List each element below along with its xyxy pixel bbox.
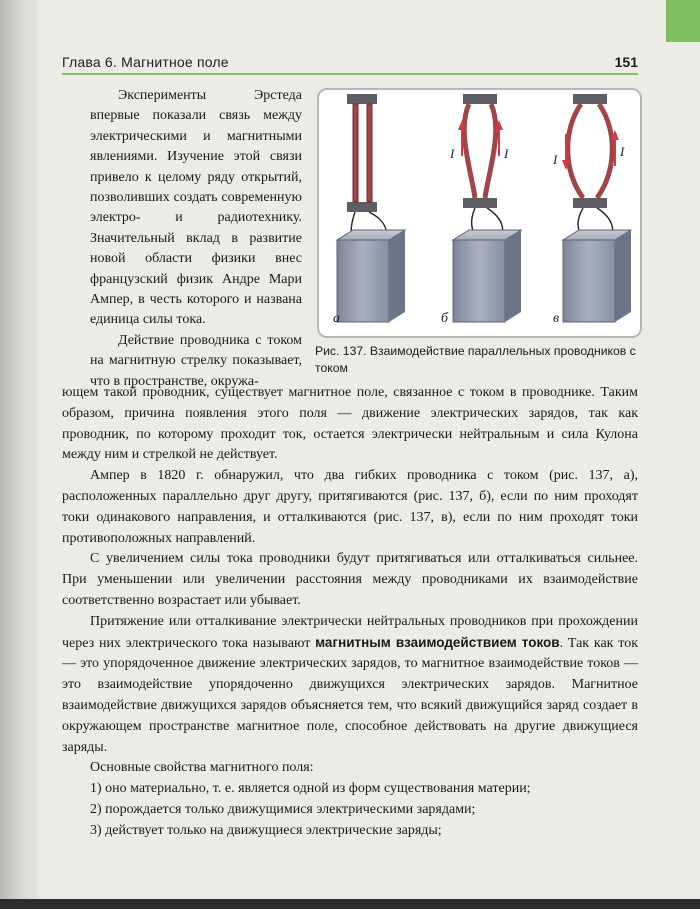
setup-a xyxy=(337,94,405,322)
term-magnetic-interaction: магнитным взаимодействием токов xyxy=(315,634,560,650)
book-gutter xyxy=(0,0,38,909)
current-label-v2: I xyxy=(620,144,625,159)
current-label-b2: I xyxy=(504,146,509,161)
figure-137 xyxy=(317,88,642,338)
paragraph-oersted: Эксперименты Эрстеда впервые показали связь между электрическими и магнитными явлениями. Изучение этой связи привело к целому ряду открытий, позволивших создать современную электро- и радиотехнику. Значительный вклад в развитие новой области физики внес французский физик Андре Мари Ампер, в честь которого и названа единица силы тока. xyxy=(90,88,302,328)
current-label-b1: I xyxy=(450,146,455,161)
panel-label-b: б xyxy=(441,311,449,326)
chapter-title: Глава 6. Магнитное поле xyxy=(62,54,229,70)
properties-list xyxy=(62,779,638,841)
current-label-v1: I xyxy=(553,152,558,167)
setup-b xyxy=(453,94,521,322)
chapter-color-tab xyxy=(666,0,700,42)
panel-label-v: в xyxy=(553,311,560,326)
paragraph-conductor-start: Действие проводника с током на магнитную стрелку показывает, что в пространстве, окружа- xyxy=(90,332,302,389)
paragraph-ampere: Ампер в 1820 г. обнаружил, что два гибких проводника с током (рис. 137, а), расположенных параллельно друг другу, притягиваются (рис. 137, б), если по ним проходят токи одинакового направления, и отталкиваются (рис. 137, в), если по ним проходят токи противоположных направлений. xyxy=(62,468,638,546)
running-header xyxy=(62,52,638,74)
figure-caption: Рис. 137. Взаимодействие параллельных проводников с током xyxy=(315,344,636,375)
definition-text-a: Притяжение или отталкивание электрически нейтральных проводников при прохождении через них электрического тока называют xyxy=(62,613,638,651)
list-item: 3) действует только на движущиеся электрические заряды; xyxy=(90,822,442,838)
paragraph-properties-heading: Основные свойства магнитного поля: xyxy=(90,760,314,776)
page-number: 151 xyxy=(614,54,638,70)
list-item: 2) порождается только движущимися электрическими зарядами; xyxy=(90,801,476,817)
left-column-text xyxy=(90,86,302,392)
scan-bottom-edge xyxy=(0,899,700,909)
list-item: 1) оно материально, т. е. является одной из форм существования материи; xyxy=(90,781,531,797)
definition-text-b: . Так как ток — это упорядоченное движение электрических зарядов, то магнитное взаимодействие токов — это взаимодействие упорядоченно движущихся электрических зарядов. Магнитное взаимодействие движущихся зарядов объясняется тем, что всякий движущийся заряд создает в окружающем пространстве магнитное поле, способное действовать на другие движущиеся заряды. xyxy=(62,635,638,755)
paragraph-magnetic-interaction xyxy=(62,612,638,759)
paragraph-field-cause: ющем такой проводник, существует магнитное поле, связанное с током в проводнике. Таким образом, причина появления этого поля — движение электрических зарядов, так как проводник, по которому проходит ток, остается электрически нейтральным и сила Кулона между ним и стрелкой не действует. xyxy=(62,385,638,463)
main-body-text xyxy=(62,383,638,842)
parallel-conductors-illustration xyxy=(319,90,640,336)
paragraph-current-strength: С увеличением силы тока проводники будут притягиваться или отталкиваться сильнее. При уменьшении или увеличении расстояния между проводниками их взаимодействие соответственно возрастает или убывает. xyxy=(62,551,638,608)
panel-label-a: а xyxy=(333,311,340,326)
header-rule xyxy=(62,73,638,75)
setup-v xyxy=(562,94,631,322)
